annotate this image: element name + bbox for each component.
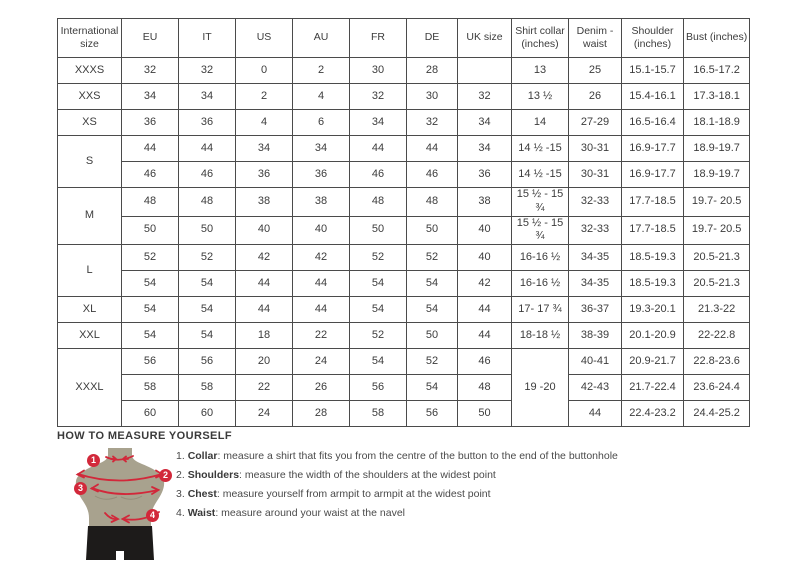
table-row: [58, 58, 750, 84]
cell-denim: 32-33: [569, 188, 622, 217]
cell-denim: 30-31: [569, 162, 622, 188]
cell-fr: 34: [350, 110, 407, 136]
cell-it: 44: [179, 136, 236, 162]
instruction-label: Chest: [187, 488, 217, 500]
cell-it: 54: [179, 297, 236, 323]
cell-au: 38: [293, 188, 350, 217]
cell-collar: 17- 17 ¾: [512, 297, 569, 323]
instruction-label: Shoulders: [187, 469, 240, 481]
cell-collar: 18-18 ½: [512, 323, 569, 349]
instruction-text: : measure yourself from armpit to armpit at the widest point: [216, 488, 491, 500]
cell-it: 52: [179, 245, 236, 271]
cell-shoulder: 16.5-16.4: [622, 110, 684, 136]
header-row: [58, 19, 750, 58]
cell-au: 6: [293, 110, 350, 136]
cell-eu: 32: [122, 58, 179, 84]
cell-bust: 22.8-23.6: [684, 349, 750, 375]
cell-collar: 16-16 ½: [512, 271, 569, 297]
instruction-number: 4.: [176, 507, 185, 519]
cell-uk: 34: [458, 110, 512, 136]
table-row: [58, 349, 750, 375]
cell-it: 58: [179, 375, 236, 401]
cell-au: 4: [293, 84, 350, 110]
cell-us: 40: [236, 216, 293, 245]
cell-shoulder: 21.7-22.4: [622, 375, 684, 401]
cell-it: 48: [179, 188, 236, 217]
torso-figure: [62, 446, 174, 564]
cell-au: 28: [293, 401, 350, 427]
col-header-international-size: International size: [58, 19, 122, 58]
cell-uk: 44: [458, 297, 512, 323]
cell-fr: 50: [350, 216, 407, 245]
cell-shoulder: 18.5-19.3: [622, 245, 684, 271]
cell-denim: 40-41: [569, 349, 622, 375]
cell-collar: 14 ½ -15: [512, 162, 569, 188]
cell-eu: 50: [122, 216, 179, 245]
col-header-au: AU: [293, 19, 350, 58]
cell-shoulder: 17.7-18.5: [622, 216, 684, 245]
cell-uk: 38: [458, 188, 512, 217]
cell-shoulder: 20.1-20.9: [622, 323, 684, 349]
cell-us: 0: [236, 58, 293, 84]
cell-it: 60: [179, 401, 236, 427]
cell-denim: 27-29: [569, 110, 622, 136]
instruction-text: : measure around your waist at the navel: [215, 507, 405, 519]
cell-eu: 58: [122, 375, 179, 401]
cell-eu: 48: [122, 188, 179, 217]
cell-fr: 54: [350, 297, 407, 323]
measure-instruction-chest: [176, 486, 618, 505]
cell-it: 50: [179, 216, 236, 245]
measure-section-title: HOW TO MEASURE YOURSELF: [57, 430, 233, 442]
col-header-shirt-collar: Shirt collar (inches): [512, 19, 569, 58]
cell-size: XXS: [58, 84, 122, 110]
cell-denim: 44: [569, 401, 622, 427]
col-header-eu: EU: [122, 19, 179, 58]
cell-de: 52: [407, 245, 458, 271]
cell-shoulder: 17.7-18.5: [622, 188, 684, 217]
cell-bust: 22-22.8: [684, 323, 750, 349]
table-row: [58, 188, 750, 217]
cell-au: 34: [293, 136, 350, 162]
cell-de: 54: [407, 297, 458, 323]
cell-uk: 34: [458, 136, 512, 162]
cell-denim: 34-35: [569, 271, 622, 297]
col-header-bust: Bust (inches): [684, 19, 750, 58]
cell-us: 2: [236, 84, 293, 110]
cell-uk: 32: [458, 84, 512, 110]
cell-size: S: [58, 136, 122, 188]
instruction-label: Collar: [187, 450, 218, 462]
cell-collar: 19 -20: [512, 349, 569, 427]
table-row: [58, 216, 750, 245]
cell-de: 32: [407, 110, 458, 136]
cell-bust: 19.7- 20.5: [684, 188, 750, 217]
cell-bust: 18.9-19.7: [684, 162, 750, 188]
cell-it: 36: [179, 110, 236, 136]
cell-fr: 58: [350, 401, 407, 427]
cell-fr: 54: [350, 349, 407, 375]
cell-collar: 15 ½ - 15 ¾: [512, 216, 569, 245]
cell-uk: 36: [458, 162, 512, 188]
cell-size: XXXL: [58, 349, 122, 427]
cell-size: XL: [58, 297, 122, 323]
col-header-denim-waist: Denim - waist: [569, 19, 622, 58]
cell-uk: 46: [458, 349, 512, 375]
table-row: [58, 401, 750, 427]
table-row: [58, 297, 750, 323]
cell-au: 24: [293, 349, 350, 375]
cell-bust: 21.3-22: [684, 297, 750, 323]
cell-de: 50: [407, 216, 458, 245]
cell-uk: 40: [458, 245, 512, 271]
cell-fr: 52: [350, 245, 407, 271]
cell-size: L: [58, 245, 122, 297]
table-row: [58, 136, 750, 162]
col-header-it: IT: [179, 19, 236, 58]
cell-de: 48: [407, 188, 458, 217]
cell-denim: 26: [569, 84, 622, 110]
cell-eu: 34: [122, 84, 179, 110]
cell-size: XXL: [58, 323, 122, 349]
cell-us: 34: [236, 136, 293, 162]
cell-bust: 18.9-19.7: [684, 136, 750, 162]
cell-size: M: [58, 188, 122, 245]
table-row: [58, 245, 750, 271]
measure-instruction-waist: [176, 505, 618, 524]
table-row: [58, 323, 750, 349]
cell-shoulder: 19.3-20.1: [622, 297, 684, 323]
cell-eu: 54: [122, 297, 179, 323]
cell-denim: 32-33: [569, 216, 622, 245]
cell-fr: 52: [350, 323, 407, 349]
cell-fr: 56: [350, 375, 407, 401]
cell-denim: 25: [569, 58, 622, 84]
cell-us: 38: [236, 188, 293, 217]
cell-size: XXXS: [58, 58, 122, 84]
cell-de: 30: [407, 84, 458, 110]
cell-denim: 36-37: [569, 297, 622, 323]
cell-de: 52: [407, 349, 458, 375]
col-header-shoulder: Shoulder (inches): [622, 19, 684, 58]
cell-de: 56: [407, 401, 458, 427]
cell-fr: 30: [350, 58, 407, 84]
cell-de: 28: [407, 58, 458, 84]
cell-collar: 14: [512, 110, 569, 136]
instruction-text: : measure a shirt that fits you from the centre of the button to the end of the buttonhole: [217, 450, 618, 462]
cell-eu: 54: [122, 271, 179, 297]
col-header-us: US: [236, 19, 293, 58]
table-row: [58, 110, 750, 136]
cell-au: 22: [293, 323, 350, 349]
cell-de: 54: [407, 375, 458, 401]
col-header-fr: FR: [350, 19, 407, 58]
cell-denim: 34-35: [569, 245, 622, 271]
cell-bust: 17.3-18.1: [684, 84, 750, 110]
cell-collar: 15 ½ - 15 ¾: [512, 188, 569, 217]
cell-uk: [458, 58, 512, 84]
cell-denim: 30-31: [569, 136, 622, 162]
cell-au: 36: [293, 162, 350, 188]
measure-badge-1: 1: [87, 454, 100, 467]
cell-de: 44: [407, 136, 458, 162]
cell-it: 46: [179, 162, 236, 188]
cell-bust: 18.1-18.9: [684, 110, 750, 136]
cell-size: XS: [58, 110, 122, 136]
cell-eu: 52: [122, 245, 179, 271]
cell-au: 2: [293, 58, 350, 84]
cell-it: 54: [179, 323, 236, 349]
cell-us: 4: [236, 110, 293, 136]
cell-bust: 16.5-17.2: [684, 58, 750, 84]
cell-shoulder: 15.1-15.7: [622, 58, 684, 84]
cell-fr: 46: [350, 162, 407, 188]
instruction-number: 1.: [176, 450, 185, 462]
cell-shoulder: 22.4-23.2: [622, 401, 684, 427]
cell-shoulder: 16.9-17.7: [622, 162, 684, 188]
table-row: [58, 271, 750, 297]
cell-us: 44: [236, 297, 293, 323]
instruction-number: 3.: [176, 488, 185, 500]
cell-bust: 24.4-25.2: [684, 401, 750, 427]
cell-eu: 36: [122, 110, 179, 136]
cell-fr: 32: [350, 84, 407, 110]
cell-us: 44: [236, 271, 293, 297]
cell-fr: 44: [350, 136, 407, 162]
cell-uk: 40: [458, 216, 512, 245]
instruction-text: : measure the width of the shoulders at the widest point: [239, 469, 496, 481]
cell-au: 40: [293, 216, 350, 245]
shorts-shape: [86, 526, 154, 560]
cell-it: 32: [179, 58, 236, 84]
cell-de: 50: [407, 323, 458, 349]
table-row: [58, 162, 750, 188]
cell-it: 34: [179, 84, 236, 110]
cell-us: 42: [236, 245, 293, 271]
cell-collar: 13 ½: [512, 84, 569, 110]
cell-eu: 46: [122, 162, 179, 188]
cell-eu: 54: [122, 323, 179, 349]
cell-shoulder: 18.5-19.3: [622, 271, 684, 297]
cell-de: 46: [407, 162, 458, 188]
measure-instructions: [176, 448, 618, 524]
cell-it: 54: [179, 271, 236, 297]
cell-uk: 50: [458, 401, 512, 427]
cell-au: 26: [293, 375, 350, 401]
table-row: [58, 375, 750, 401]
cell-shoulder: 20.9-21.7: [622, 349, 684, 375]
measure-instruction-shoulders: [176, 467, 618, 486]
cell-au: 44: [293, 271, 350, 297]
size-chart-table: [57, 18, 750, 427]
measure-badge-2: 2: [159, 469, 172, 482]
cell-denim: 42-43: [569, 375, 622, 401]
cell-collar: 13: [512, 58, 569, 84]
cell-uk: 48: [458, 375, 512, 401]
instruction-label: Waist: [187, 507, 216, 519]
cell-fr: 54: [350, 271, 407, 297]
cell-collar: 16-16 ½: [512, 245, 569, 271]
cell-us: 18: [236, 323, 293, 349]
cell-bust: 20.5-21.3: [684, 271, 750, 297]
measure-instruction-collar: [176, 448, 618, 467]
cell-denim: 38-39: [569, 323, 622, 349]
col-header-de: DE: [407, 19, 458, 58]
cell-eu: 56: [122, 349, 179, 375]
cell-us: 22: [236, 375, 293, 401]
instruction-number: 2.: [176, 469, 185, 481]
torso-illustration: [62, 446, 174, 564]
table-row: [58, 84, 750, 110]
cell-uk: 44: [458, 323, 512, 349]
cell-de: 54: [407, 271, 458, 297]
cell-uk: 42: [458, 271, 512, 297]
col-header-uk-size: UK size: [458, 19, 512, 58]
cell-au: 42: [293, 245, 350, 271]
cell-collar: 14 ½ -15: [512, 136, 569, 162]
cell-bust: 23.6-24.4: [684, 375, 750, 401]
cell-us: 24: [236, 401, 293, 427]
cell-bust: 20.5-21.3: [684, 245, 750, 271]
cell-eu: 60: [122, 401, 179, 427]
cell-eu: 44: [122, 136, 179, 162]
cell-us: 36: [236, 162, 293, 188]
cell-it: 56: [179, 349, 236, 375]
cell-bust: 19.7- 20.5: [684, 216, 750, 245]
cell-shoulder: 16.9-17.7: [622, 136, 684, 162]
cell-au: 44: [293, 297, 350, 323]
cell-fr: 48: [350, 188, 407, 217]
measure-badge-4: 4: [146, 509, 159, 522]
cell-us: 20: [236, 349, 293, 375]
cell-shoulder: 15.4-16.1: [622, 84, 684, 110]
measure-badge-3: 3: [74, 482, 87, 495]
